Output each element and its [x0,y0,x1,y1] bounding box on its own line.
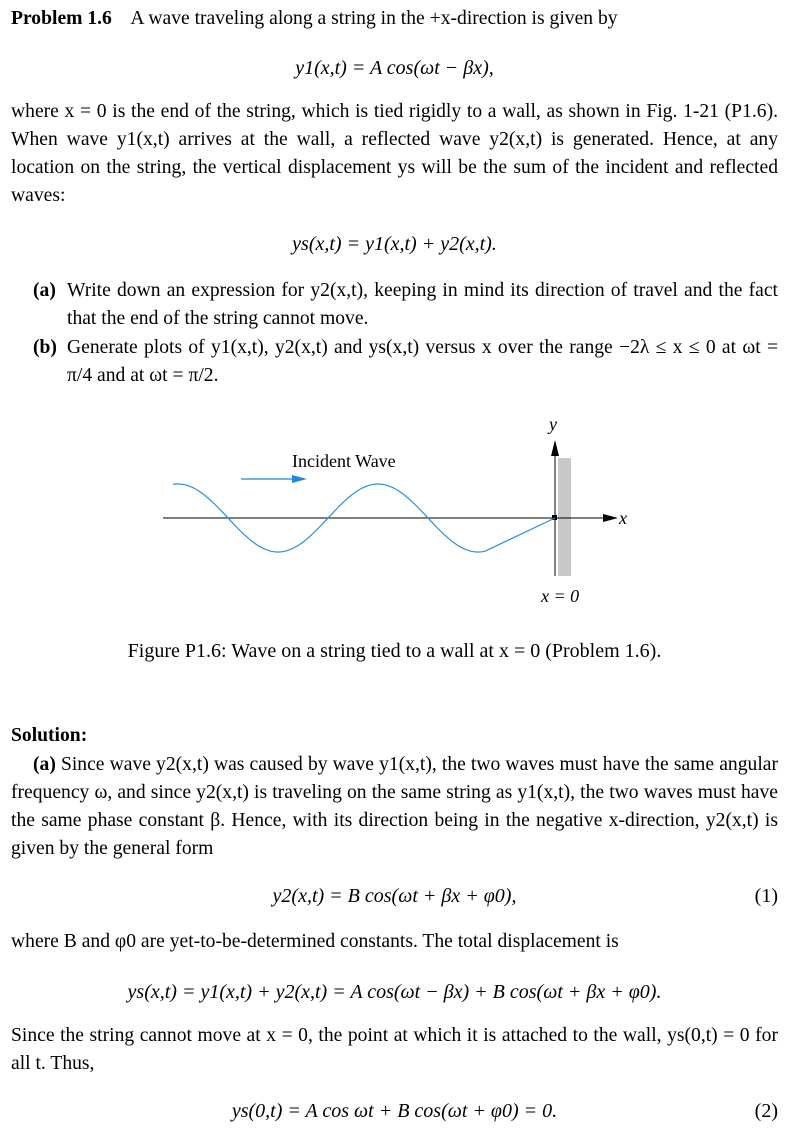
solution-paragraph-2: where B and φ0 are yet-to-be-determined constants. The total displacement is [11,931,619,952]
equation-2 [11,1097,778,1125]
incident-wave-label: Incident Wave [292,451,396,471]
part-b-text: Generate plots of y1(x,t), y2(x,t) and ys(x,t) versus x over the range −2λ ≤ x ≤ 0 at ωt = π/4 and at ωt = π/2. [67,337,778,386]
y-axis-label: y [549,414,557,434]
solution-paragraph-1-text: Since wave y2(x,t) was caused by wave y1(x,t), the two waves must have the same angular frequency ω, and since y2(x,t) is traveling on the same string as y1(x,t), the two waves must have the same phase constant β. Hence, with its direction being in the negative x-direction, y2(x,t) is given by the general form [11,754,778,859]
x-axis-arrowhead [603,514,618,522]
part-b-label: (b) [33,337,57,358]
part-b-item [33,334,778,390]
equation-ys: ys(x,t) = y1(x,t) + y2(x,t). [292,233,497,255]
figure-caption: Figure P1.6: Wave on a string tied to a wall at x = 0 (Problem 1.6). [127,640,662,662]
part-a-item [33,277,778,333]
solution-heading-line [11,722,778,750]
part-a-label: (a) [33,280,56,301]
wall [558,458,571,576]
equation-1 [11,882,778,910]
wave-figure [11,410,778,620]
equation-total: ys(x,t) = y1(x,t) + y2(x,t) = A cos(ωt − βx) + B cos(ωt + βx + φ0). [127,981,662,1003]
equation-1-number: (1) [754,885,778,907]
y-axis-arrowhead [551,440,559,456]
problem-heading: Problem 1.6 [11,8,112,29]
problem-intro-line [11,5,778,33]
equation-2-number: (2) [754,1100,778,1122]
origin-label: x = 0 [541,586,580,606]
solution-part-a-label: (a) [33,754,56,775]
wave-direction-arrowhead [292,475,307,483]
problem-intro: A wave traveling along a string in the +x-direction is given by [130,8,618,29]
equation-2-text: ys(0,t) = A cos ωt + B cos(ωt + φ0) = 0. [231,1100,558,1122]
solution-paragraph-1 [11,751,778,863]
solution-heading: Solution: [11,725,88,746]
equation-y1: y1(x,t) = A cos(ωt − βx), [295,57,494,79]
equation-1-text: y2(x,t) = B cos(ωt + βx + φ0), [272,885,517,907]
part-a-text: Write down an expression for y2(x,t), keeping in mind its direction of travel and the fact that the end of the string cannot move. [67,280,778,329]
solution-paragraph-3: Since the string cannot move at x = 0, the point at which it is attached to the wall, ys(0,t) = 0 for all t. Thus, [11,1025,778,1074]
problem-paragraph: where x = 0 is the end of the string, which is tied rigidly to a wall, as shown in Fig. 1-21 (P1.6). When wave y1(x,t) arrives at the wall, a reflected wave y2(x,t) is generated. Hence, at any location on the string, the vertical displacement ys will be the sum of the incident and reflected waves: [11,101,778,206]
x-axis-label: x [619,508,627,528]
